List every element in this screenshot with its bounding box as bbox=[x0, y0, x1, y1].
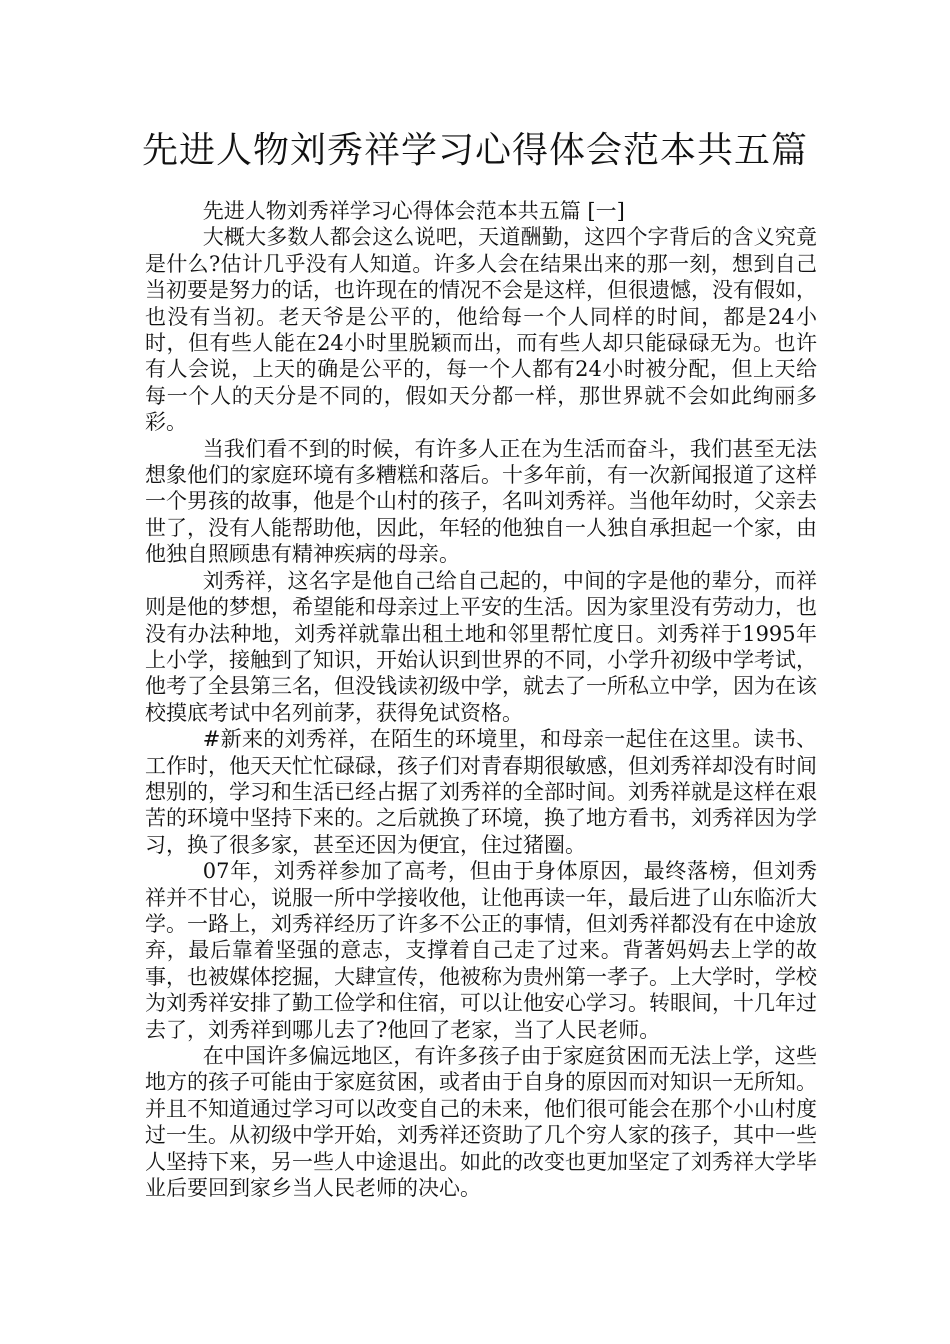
paragraph-4: #新来的刘秀祥，在陌生的环境里，和母亲一起住在这里。读书、工作时，他天天忙忙碌碌，孩子们对青春期很敏感，但刘秀祥却没有时间想别的，学习和生活已经占据了刘秀祥的全部时间。刘秀祥就是这样在艰苦的环境中坚持下来的。之后就换了环境，换了地方看书，刘秀祥因为学习，换了很多家，甚至还因为便宜，住过猪圈。 bbox=[145, 727, 817, 857]
paragraph-5: 07年，刘秀祥参加了高考，但由于身体原因，最终落榜，但刘秀祥并不甘心，说服一所中学接收他，让他再读一年，最后进了山东临沂大学。一路上，刘秀祥经历了许多不公正的事情，但刘秀祥都没有在中途放弃，最后靠着坚强的意志，支撑着自己走了过来。背著妈妈去上学的故事，也被媒体挖掘，大肆宣传，他被称为贵州第一孝子。上大学时，学校为刘秀祥安排了勤工俭学和住宿，可以让他安心学习。转眼间，十几年过去了，刘秀祥到哪儿去了?他回了老家，当了人民老师。 bbox=[145, 859, 817, 1042]
paragraph-3: 刘秀祥，这名字是他自己给自己起的，中间的字是他的辈分，而祥则是他的梦想，希望能和母亲过上平安的生活。因为家里没有劳动力，也没有办法种地，刘秀祥就靠出租土地和邻里帮忙度日。刘秀祥于1995年上小学，接触到了知识，开始认识到世界的不同，小学升初级中学考试，他考了全县第三名，但没钱读初级中学，就去了一所私立中学，因为在该校摸底考试中名列前茅，获得免试资格。 bbox=[145, 568, 817, 725]
document-title: 先进人物刘秀祥学习心得体会范本共五篇 bbox=[141, 130, 808, 171]
document-body bbox=[145, 198, 817, 1201]
paragraph-2: 当我们看不到的时候，有许多人正在为生活而奋斗，我们甚至无法想象他们的家庭环境有多糟糕和落后。十多年前，有一次新闻报道了这样一个男孩的故事，他是个山村的孩子，名叫刘秀祥。当他年幼时，父亲去世了，没有人能帮助他，因此，年轻的他独自一人独自承担起一个家，由他独自照顾患有精神疾病的母亲。 bbox=[145, 436, 817, 567]
section-heading: 先进人物刘秀祥学习心得体会范本共五篇 [一] bbox=[202, 199, 625, 223]
paragraph-1: 大概大多数人都会这么说吧，天道酬勤，这四个字背后的含义究竟是什么?估计几乎没有人知道。许多人会在结果出来的那一刻，想到自己当初要是努力的话，也许现在的情况不会是这样，但很遗憾，没有假如，也没有当初。老天爷是公平的，他给每一个人同样的时间，都是24小时，但有些人能在24小时里脱颖而出，而有些人却只能碌碌无为。也许有人会说，上天的确是公平的，每一个人都有24小时被分配，但上天给每一个人的天分是不同的，假如天分都一样，那世界就不会如此绚丽多彩。 bbox=[145, 225, 817, 435]
paragraph-6: 在中国许多偏远地区，有许多孩子由于家庭贫困而无法上学，这些地方的孩子可能由于家庭贫困，或者由于自身的原因而对知识一无所知。并且不知道通过学习可以改变自己的未来，他们很可能会在那个小山村度过一生。从初级中学开始，刘秀祥还资助了几个穷人家的孩子，其中一些人坚持下来，另一些人中途退出。如此的改变也更加坚定了刘秀祥大学毕业后要回到家乡当人民老师的决心。 bbox=[145, 1044, 817, 1201]
